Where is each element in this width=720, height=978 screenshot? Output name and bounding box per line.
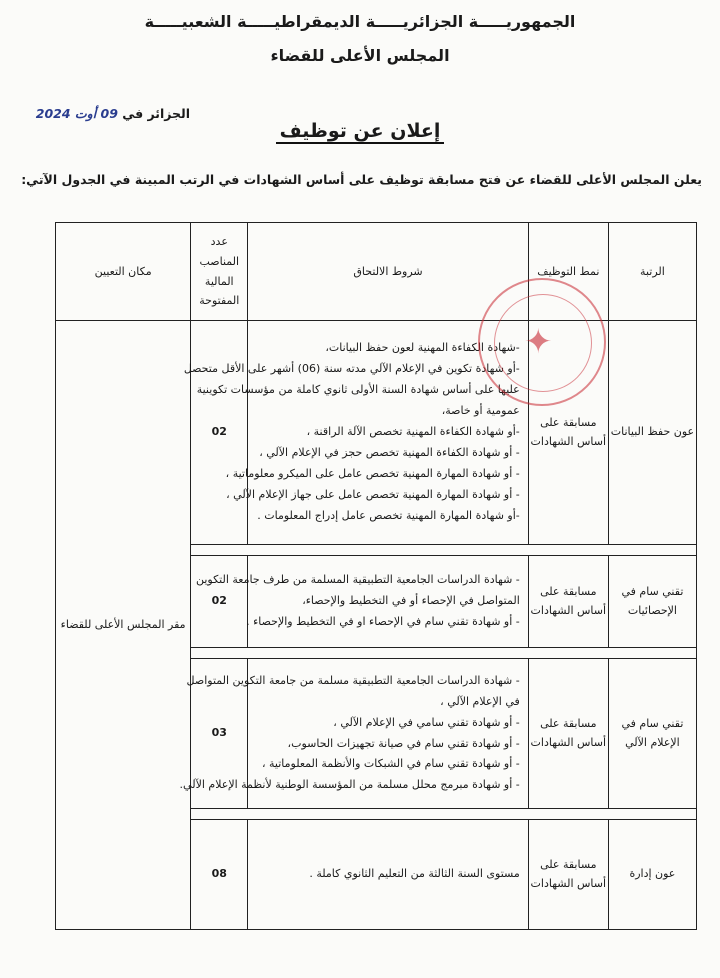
location-cell: مقر المجلس الأعلى للقضاء xyxy=(56,321,191,930)
condition-line: - أو شهادة تقني سام في صيانة تجهيزات الحاسوب، xyxy=(287,736,520,750)
row-mode: مسابقة على أساس الشهادات xyxy=(528,659,608,809)
council-heading: المجلس الأعلى للقضاء xyxy=(270,46,450,65)
condition-line: - أو شهادة تقني سام في الإحصاء او في التخطيط والإحصاء . xyxy=(246,614,520,628)
condition-line: -شهادة الكفاءة المهنية لعون حفظ البيانات، xyxy=(325,341,520,355)
condition-line: - أو شهادة مبرمج محلل مسلمة من المؤسسة الوطنية لأنظمة الإعلام الآلي. xyxy=(179,778,520,792)
header-conditions: شروط الالتحاق xyxy=(248,223,528,321)
announcement-title: إعلان عن توظيف xyxy=(0,120,720,142)
row-mode: مسابقة على أساس الشهادات xyxy=(528,556,608,648)
condition-line: - أو شهادة المهارة المهنية تخصص عامل على جهاز الإعلام الآلي ، xyxy=(226,487,520,501)
row-count: 08 xyxy=(191,820,248,930)
row-count: 02 xyxy=(191,321,248,545)
place-date xyxy=(36,106,190,121)
republic-heading: الجمهوريـــــة الجزائريـــــة الديمقراطيـــــة الشعبيـــــة xyxy=(144,12,576,31)
condition-line: المتواصل في الإحصاء أو في التخطيط والإحصاء، xyxy=(302,594,520,608)
condition-line: - شهادة الدراسات الجامعية التطبيقية مسلمة من جامعة التكوين المتواصل xyxy=(186,673,520,687)
condition-line: - أو شهادة المهارة المهنية تخصص عامل على الميكرو معلوماتية ، xyxy=(225,466,520,480)
row-count: 03 xyxy=(191,659,248,809)
condition-line: عليها على أساس شهادة السنة الأولى ثانوي كاملة من مؤسسات تكوينية xyxy=(196,383,520,397)
condition-line: -أو شهادة الكفاءة المهنية تخصص الآلة الراقنة ، xyxy=(306,425,520,439)
condition-line: مستوى السنة الثالثة من التعليم الثانوي كاملة . xyxy=(309,867,520,881)
condition-line: - أو شهادة تقني سام في الشبكات والأنظمة المعلوماتية ، xyxy=(261,757,520,771)
header-location: مكان التعيين xyxy=(56,223,191,321)
row-rank: تقني سام في الإحصائيات xyxy=(608,556,696,648)
condition-line: -أو شهادة تكوين في الإعلام الآلي مدته سنة (06) أشهر على الأقل متحصل xyxy=(183,362,520,376)
condition-line: عمومية أو خاصة، xyxy=(441,404,520,418)
row-mode: مسابقة على أساس الشهادات xyxy=(528,321,608,545)
header-count: عدد المناصب المالية المفتوحة xyxy=(191,223,248,321)
place-label: الجزائر في xyxy=(122,106,190,121)
condition-line: -أو شهادة المهارة المهنية تخصص عامل إدراج المعلومات . xyxy=(257,508,520,522)
official-stamp-icon: ✦ xyxy=(478,278,606,406)
header-mode: نمط التوظيف xyxy=(528,223,608,321)
row-rank: تقني سام في الإعلام الآلي xyxy=(608,659,696,809)
condition-line: في الإعلام الآلي ، xyxy=(440,694,520,708)
row-rank: عون حفظ البيانات xyxy=(608,321,696,545)
row-mode: مسابقة على أساس الشهادات xyxy=(528,820,608,930)
condition-line: - أو شهادة الكفاءة المهنية تخصص حجز في الإعلام الآلي ، xyxy=(259,445,520,459)
intro-text: يعلن المجلس الأعلى للقضاء عن فتح مسابقة توظيف على أساس الشهادات في الرتب المبينة في الجدول الآتي: xyxy=(21,172,702,187)
row-conditions xyxy=(248,820,528,930)
header-rank: الرتبة xyxy=(608,223,696,321)
condition-line: - أو شهادة تقني سامي في الإعلام الآلي ، xyxy=(333,715,520,729)
date-value: 09 أوت 2024 xyxy=(35,106,118,121)
row-count: 02 xyxy=(191,556,248,648)
row-rank: عون إدارة xyxy=(608,820,696,930)
condition-line: - شهادة الدراسات الجامعية التطبيقية المسلمة من طرف جامعة التكوين xyxy=(195,573,520,587)
